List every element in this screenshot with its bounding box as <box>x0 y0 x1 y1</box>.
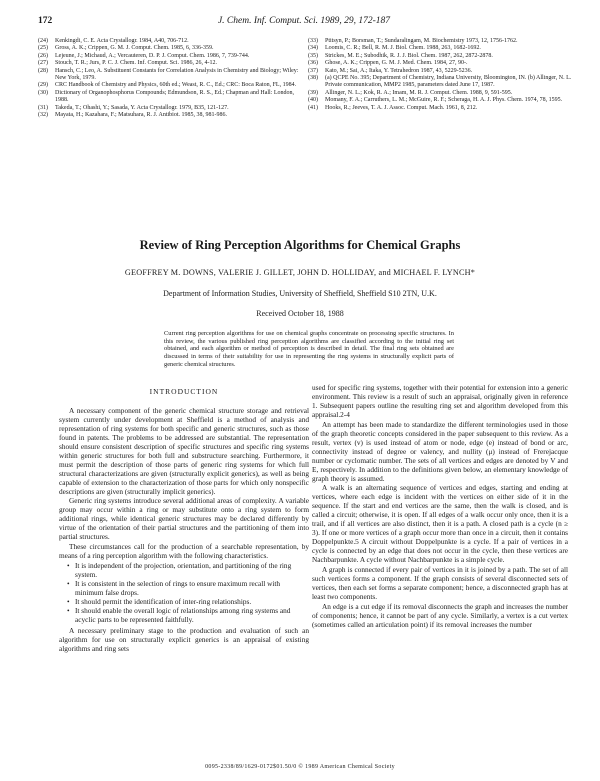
reference-number: (31) <box>38 104 48 111</box>
reference-number: (37) <box>308 67 318 74</box>
paragraph: A walk is an alternating sequence of vertices and edges, starting and ending at vertices, where each edge is incident with the vertices on either side of it in the sequence. If the start and end vertices are the same, then the walk is closed, and is called a circuit; otherwise, it is open. If all edges of a walk occur only once, then it is a trail, and if all vertices are also distinct, then it is a path. A closed path is a cycle (n ≥ 3). If one or more vertices of a graph occur more than once in a circuit, then it contains Doppelpunkte.5 A circuit without Doppelpunkte is a cycle. If a pair of vertices in a cycle is connected by an edge that does not occur in the cycle, then these vertices are Nachbarpunkte. A cycle without Nachbarpunkte is a simple cycle. <box>312 483 568 565</box>
reference-number: (25) <box>38 45 48 52</box>
reference-text: Strickes, M. E.; Subodhik, R. J. J. Biol. Chem. 1987, 262, 2872-2878. <box>325 52 493 59</box>
author-list: GEOFFREY M. DOWNS, VALERIE J. GILLET, JOHN D. HOLLIDAY, and MICHAEL F. LYNCH* <box>124 268 476 277</box>
reference-entry <box>308 75 574 90</box>
reference-text: Takeda, T.; Ohashi, Y.; Sasada, Y. Acta Crystallogr. 1979, B35, 121-127. <box>55 104 229 111</box>
paragraph: An attempt has been made to standardize the different terminologies used in those of the graph theoretic concepts considered in the paper subsequent to this review. As a result, vertex (v) is used instead of atom or node, edge (e) instead of bond or arc, connectivity instead of degree or valency, and nullity (μ) instead of Frerejacque number or cyclomatic number. The sets of all vertices and edges are denoted by V and E, respectively. In addition to the definitions given below, an elementary knowledge of graph theory is assumed. <box>312 419 568 483</box>
reference-entry <box>308 38 574 45</box>
reference-text: Kato, M.; Sai, A.; Itaka, Y. Tetrahedron 1987, 43, 5229-5236. <box>325 67 473 74</box>
reference-entry <box>38 90 300 105</box>
reference-entry <box>308 105 574 112</box>
reference-number: (33) <box>308 38 318 44</box>
reference-entry <box>308 90 574 97</box>
reference-number: (28) <box>38 67 48 74</box>
reference-text: Gross, A. K.; Crippen, G. M. J. Comput. Chem. 1985, 6, 336-359. <box>55 45 214 52</box>
paragraph: A necessary preliminary stage to the production and evaluation of such an algorithm for use on structurally explicit generics is an appraisal of existing algorithms and ring sets <box>59 625 309 653</box>
reference-text: Ptitsyn, P.; Borsman, T.; Sundaralingam, M. Biochemistry 1973, 12, 1756-1762. <box>325 38 518 44</box>
reference-number: (38) <box>308 75 318 82</box>
reference-entry <box>38 105 300 112</box>
reference-text: (a) QCPE No. 395; Department of Chemistry, Indiana University, Bloomington, IN. (b) Allinger, N. L. Private communication, MMP2 1985, parameters dated June 17, 1987. <box>325 75 572 89</box>
reference-text: CRC Handbook of Chemistry and Physics, 60th ed.; Weast, R. C., Ed.; CRC: Boca Raton, FL, 1984. <box>55 82 297 89</box>
list-item: • It should enable the overall logic of relationships among ring systems and acyclic parts to be represented faithfully. <box>75 607 309 625</box>
reference-number: (40) <box>308 97 318 104</box>
reference-text: Dictionary of Organophosphorus Compounds; Edmundson, R. S., Ed.; Chapman and Hall: London, 1988. <box>55 89 295 104</box>
reference-number: (29) <box>38 82 48 89</box>
paragraph: A necessary component of the generic chemical structure storage and retrieval system currently under development at Sheffield is a method of analysis and representation of ring systems for both specific and generic structures, such as those found in patents. The problems to be addressed are substantial. The representation should ensure consistent description of specific structures and specific ring systems within generic structures for both full and substructure searching. Furthermore, it must permit the description of those parts of generic ring systems for which full structural characterizations are given (structurally explicit generics), as well as being capable of extension to the characterization of those parts for which only nonspecific descriptions are given (structurally implicit generics). <box>59 405 309 496</box>
section-heading: INTRODUCTION <box>149 387 219 396</box>
paragraph: Generic ring systems introduce several additional areas of complexity. A variable group may occur within a ring or may substitute onto a ring system to form additional rings, while identical generic structures may be declared differently by virtue of the orientation of their partial structures and the partitioning of them into partial structures. <box>59 496 309 542</box>
reference-entry <box>308 45 574 52</box>
list-item: • It should permit the identification of inter-ring relationships. <box>75 598 309 607</box>
paragraph: These circumstances call for the production of a searchable representation, by means of a ring perception algorithm with the following characteristics. <box>59 542 309 561</box>
reference-text: Lejeune, J.; Michaud, A.; Vercauteren, D. P. J. Comput. Chem. 1986, 7, 739-744. <box>55 52 250 59</box>
reference-entry <box>38 82 300 89</box>
reference-entry <box>308 53 574 60</box>
reference-entry <box>38 60 300 67</box>
paragraph: used for specific ring systems, together with their potential for extension into a generic environment. This review is a result of such an appraisal, originally given in reference 1. Subsequent papers outline the resulting ring set and algorithm developed from this appraisal.2-4 <box>312 383 568 419</box>
reference-number: (27) <box>38 60 48 67</box>
reference-text: Loomis, C. R.; Bell, R. M. J. Biol. Chem. 1988, 263, 1682-1692. <box>325 45 481 52</box>
reference-number: (32) <box>38 112 48 119</box>
list-item: • It is independent of the projection, orientation, and partitioning of the ring system. <box>75 562 309 580</box>
reference-text: Ghose, A. K.; Crippen, G. M. J. Med. Chem. 1984, 27, 90-. <box>325 60 468 67</box>
reference-text: Momany, F. A.; Carruthers, L. M.; McGuire, R. F.; Scheraga, H. A. J. Phys. Chem. 1974, 78, 1595. <box>325 97 563 104</box>
reference-number: (35) <box>308 52 318 59</box>
body-right-column <box>312 384 568 631</box>
references-left-column <box>38 38 300 119</box>
reference-number: (39) <box>308 89 318 96</box>
references-right-column <box>308 38 574 112</box>
characteristics-list <box>59 562 309 625</box>
abstract: Current ring perception algorithms for use on chemical graphs concentrate on processing specific structures. In this review, the various published ring perception algorithms are classified according to the initial ring set obtained, and each algorithm or method of perception is described in detail. The final ring sets obtained are discussed in terms of their suitability for use in representing the ring systems in structurally explicit parts of generic chemical structures. <box>164 330 454 368</box>
reference-entry <box>308 97 574 104</box>
affiliation: Department of Information Studies, University of Sheffield, Sheffield S10 2TN, U.K. <box>163 289 437 298</box>
reference-entry <box>38 68 300 83</box>
paragraph: A graph is connected if every pair of vertices in it is joined by a path. The set of all such vertices forms a component. If the graph consists of several disconnected sets of vertices, then each set forms a separate component; hence, a disconnected graph has at least two components. <box>312 565 568 601</box>
reference-text: Kenkingdi, C. E. Acta Crystallogr. 1984, A40, 706-712. <box>55 38 189 44</box>
reference-entry <box>38 38 300 45</box>
reference-text: Hansch, C.; Leo, A. Substituent Constants for Correlation Analysis in Chemistry and Biology; Wiley: New York, 1979. <box>55 67 299 82</box>
list-item: • It is consistent in the selection of rings to ensure maximum recall with minimum false drops. <box>75 580 309 598</box>
reference-number: (41) <box>308 104 318 111</box>
reference-entry <box>38 45 300 52</box>
article-title: Review of Ring Perception Algorithms for Chemical Graphs <box>139 238 461 252</box>
body-left-column <box>59 384 309 655</box>
reference-number: (34) <box>308 45 318 52</box>
reference-text: Allinger, N. L.; Kok, R. A.; Imam, M. R. J. Comput. Chem. 1988, 9, 591-595. <box>325 89 513 96</box>
journal-citation: J. Chem. Inf. Comput. Sci. 1989, 29, 172-187 <box>217 16 391 26</box>
reference-number: (24) <box>38 38 48 44</box>
reference-entry <box>308 68 574 75</box>
reference-text: Mayata, H.; Kazahara, F.; Matsuhara, R. J. Antibiot. 1985, 38, 981-986. <box>55 112 227 119</box>
reference-number: (36) <box>308 60 318 67</box>
reference-text: Stouch, T. R.; Jurs, P. C. J. Chem. Inf. Comput. Sci. 1986, 26, 4-12. <box>55 60 217 67</box>
copyright-footer: 0095-2338/89/1629-0172$01.50/0 © 1989 American Chemical Society <box>205 764 395 770</box>
reference-number: (30) <box>38 89 48 96</box>
running-header <box>38 16 570 30</box>
reference-entry <box>38 112 300 119</box>
received-date: Received October 18, 1988 <box>256 309 344 318</box>
reference-text: Hooks, R.; Jeeves, T. A. J. Assoc. Comput. Mach. 1961, 8, 212. <box>325 104 478 111</box>
reference-entry <box>308 60 574 67</box>
reference-number: (26) <box>38 52 48 59</box>
paragraph: An edge is a cut edge if its removal disconnects the graph and increases the number of components; hence, it cannot be part of any cycle. Similarly, a vertex is a cut vertex (sometimes called an articulation point) if its removal increases the number <box>312 601 568 629</box>
page-number: 172 <box>38 16 53 26</box>
